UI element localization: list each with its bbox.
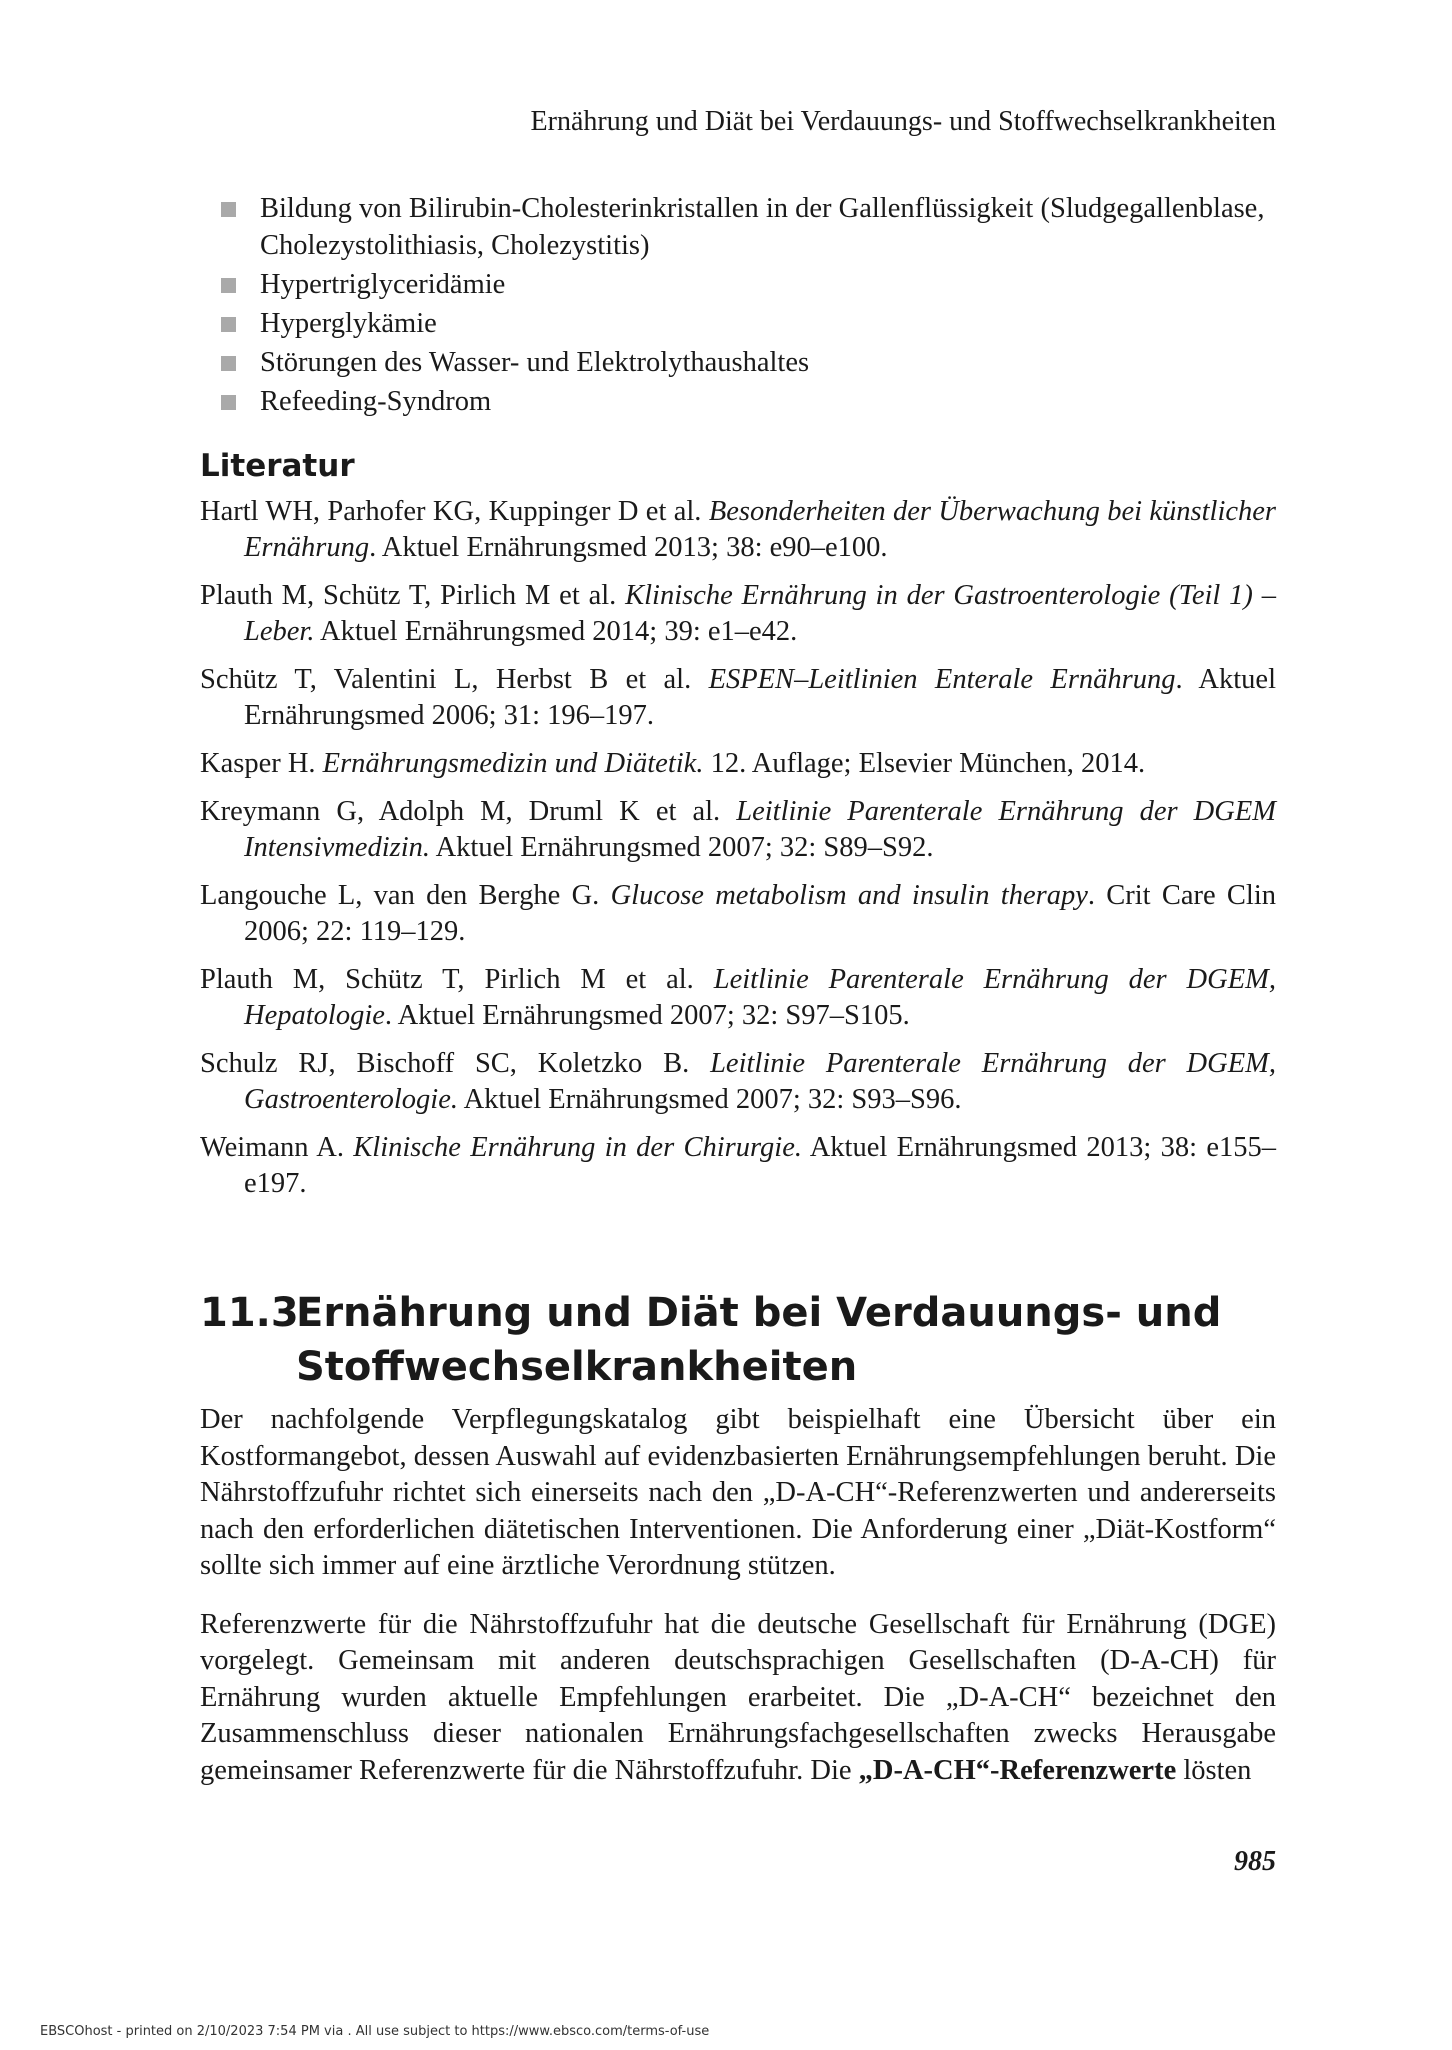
square-bullet-icon	[221, 395, 236, 410]
list-item: Bildung von Bilirubin-Cholesterinkristallen in der Gallenflüssigkeit (Sludgegallenblase, Cholezystolithiasis, Cholezystitis)	[200, 190, 1276, 264]
section-number: 11.3	[200, 1290, 299, 1336]
reference-item: Schulz RJ, Bischoff SC, Koletzko B. Leitlinie Parenterale Ernährung der DGEM, Gastroenterologie. Aktuel Ernährungsmed 2007; 32: S93–S96.	[200, 1048, 1276, 1115]
square-bullet-icon	[221, 278, 236, 293]
square-bullet-icon	[221, 317, 236, 332]
paragraph: Der nachfolgende Verpflegungskatalog gibt beispielhaft eine Übersicht über ein Kostformangebot, dessen Auswahl auf evidenzbasierten Ernährungsempfehlungen beruht. Die Nährstoffzufuhr richtet sich einerseits nach den „D-A-CH“-Referenzwerten und andererseits nach den erforderlichen diätetischen Interventionen. Die Anforderung einer „Diät-Kostform“ sollte sich immer auf eine ärztliche Verordnung stützen.	[200, 1404, 1276, 1581]
reference-item: Kasper H. Ernährungsmedizin und Diätetik. 12. Auflage; Elsevier München, 2014.	[200, 748, 1146, 779]
section-heading	[200, 1286, 1276, 1394]
reference-item: Plauth M, Schütz T, Pirlich M et al. Leitlinie Parenterale Ernährung der DGEM, Hepatologie. Aktuel Ernährungsmed 2007; 32: S97–S105.	[200, 964, 1276, 1031]
reference-item: Kreymann G, Adolph M, Druml K et al. Leitlinie Parenterale Ernährung der DGEM Intensivmedizin. Aktuel Ernährungsmed 2007; 32: S89–S92.	[200, 796, 1276, 863]
reference-item: Hartl WH, Parhofer KG, Kuppinger D et al. Besonderheiten der Überwachung bei künstlicher Ernährung. Aktuel Ernährungsmed 2013; 38: e90–e100.	[200, 496, 1277, 563]
paragraph: Referenzwerte für die Nährstoffzufuhr hat die deutsche Gesellschaft für Ernährung (DGE) vorgelegt. Gemeinsam mit anderen deutschsprachigen Gesellschaften (D-A-CH) für Ernährung wurden aktuelle Empfehlungen erarbeitet. Die „D-A-CH“ bezeichnet den Zusammenschluss dieser nationalen Ernährungsfachgesellschaften zwecks Herausgabe gemeinsamer Referenzwerte für die Nährstoffzufuhr. Die „D-A-CH“-Referenzwerte lösten	[200, 1608, 1276, 1786]
reference-item: Weimann A. Klinische Ernährung in der Chirurgie. Aktuel Ernährungsmed 2013; 38: e155–e197.	[200, 1132, 1276, 1199]
reference-item: Plauth M, Schütz T, Pirlich M et al. Klinische Ernährung in der Gastroenterologie (Teil 1) – Leber. Aktuel Ernährungsmed 2014; 39: e1–e42.	[200, 580, 1276, 647]
reference-item: Schütz T, Valentini L, Herbst B et al. ESPEN–Leitlinien Enterale Ernährung. Aktuel Ernährungsmed 2006; 31: 196–197.	[200, 664, 1277, 731]
square-bullet-icon	[221, 202, 236, 217]
section-body	[200, 1402, 1276, 1811]
section-title-line2: Stoffwechselkrankheiten	[296, 1344, 858, 1390]
page-number: 985	[1234, 1846, 1276, 1877]
list-item: Hyperglykämie	[200, 305, 1276, 342]
square-bullet-icon	[221, 356, 236, 371]
list-item: Störungen des Wasser- und Elektrolythaushaltes	[200, 344, 1276, 381]
running-header: Ernährung und Diät bei Verdauungs- und Stoffwechselkrankheiten	[530, 106, 1276, 137]
section-title-line1: Ernährung und Diät bei Verdauungs- und	[296, 1290, 1222, 1336]
list-item: Refeeding-Syndrom	[200, 383, 1276, 420]
bullet-list	[200, 190, 1276, 422]
reference-item: Langouche L, van den Berghe G. Glucose metabolism and insulin therapy. Crit Care Clin 2006; 22: 119–129.	[200, 880, 1277, 947]
reference-list	[200, 494, 1276, 1214]
literature-heading: Literatur	[200, 448, 355, 484]
footer-notice: EBSCOhost - printed on 2/10/2023 7:54 PM via . All use subject to https://www.ebsco.com/terms-of-use	[40, 2024, 710, 2039]
list-item: Hypertriglyceridämie	[200, 266, 1276, 303]
